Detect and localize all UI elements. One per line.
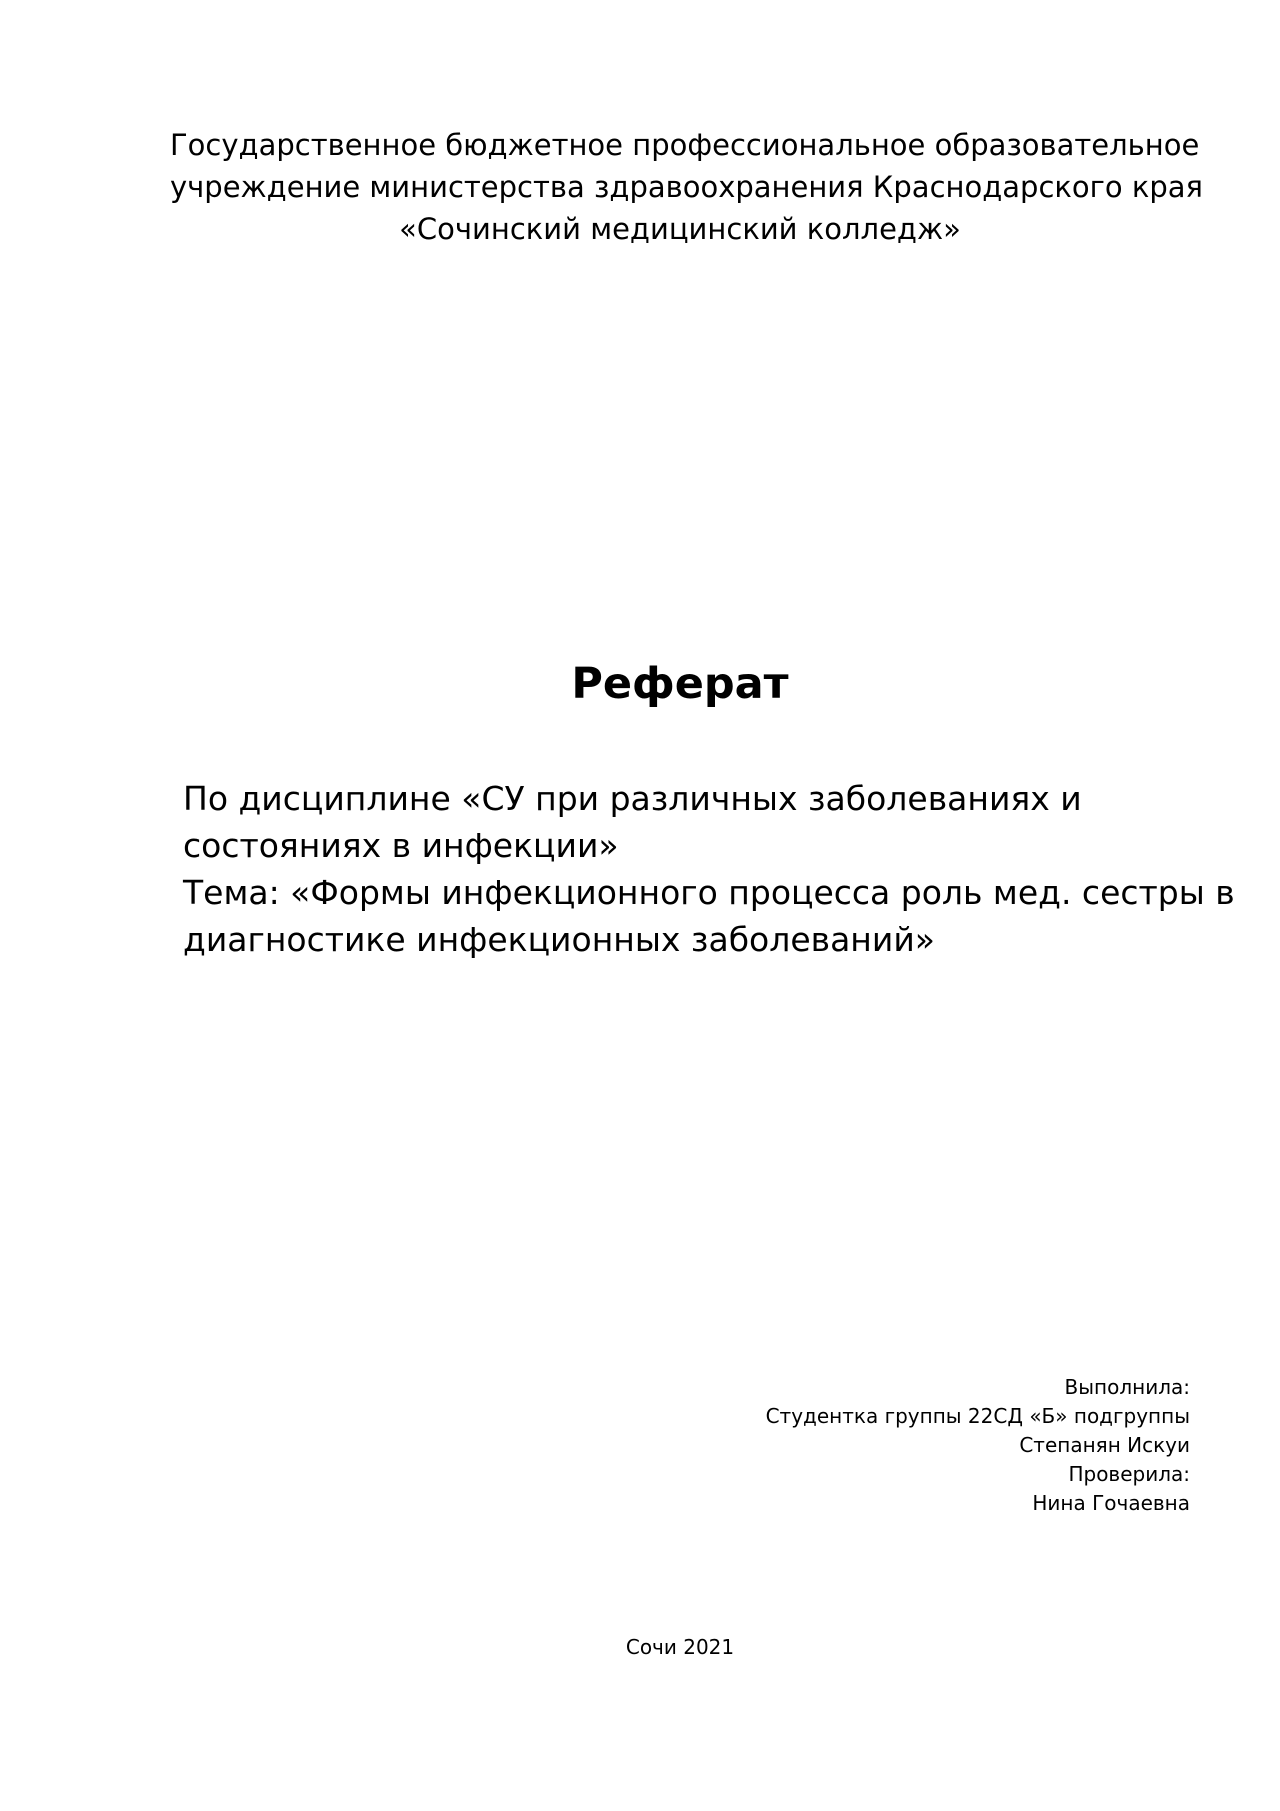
checked-label: Проверила:	[1068, 1462, 1190, 1486]
document-title: Реферат	[571, 659, 789, 709]
institution-line: «Сочинский медицинский колледж»	[399, 212, 961, 246]
topic-line: Тема: «Формы инфекционного процесса роль мед. сестры в	[183, 873, 1235, 912]
student-name: Степанян Искуи	[1019, 1433, 1190, 1457]
subject-block	[183, 775, 1235, 963]
subject-line: состояниях в инфекции»	[183, 826, 619, 865]
institution-header	[170, 124, 1203, 250]
subject-line: По дисциплине «СУ при различных заболеваниях и	[183, 779, 1082, 818]
author-block	[766, 1373, 1190, 1518]
institution-line: Государственное бюджетное профессиональное образовательное	[170, 128, 1200, 162]
student-group: Студентка группы 22СД «Б» подгруппы	[765, 1404, 1190, 1428]
teacher-name: Нина Гочаевна	[1032, 1491, 1190, 1515]
topic-line: диагностике инфекционных заболеваний»	[183, 920, 935, 959]
city-year: Сочи 2021	[625, 1635, 735, 1659]
performed-label: Выполнила:	[1064, 1375, 1190, 1399]
institution-line: учреждение министерства здравоохранения Краснодарского края	[170, 170, 1203, 204]
